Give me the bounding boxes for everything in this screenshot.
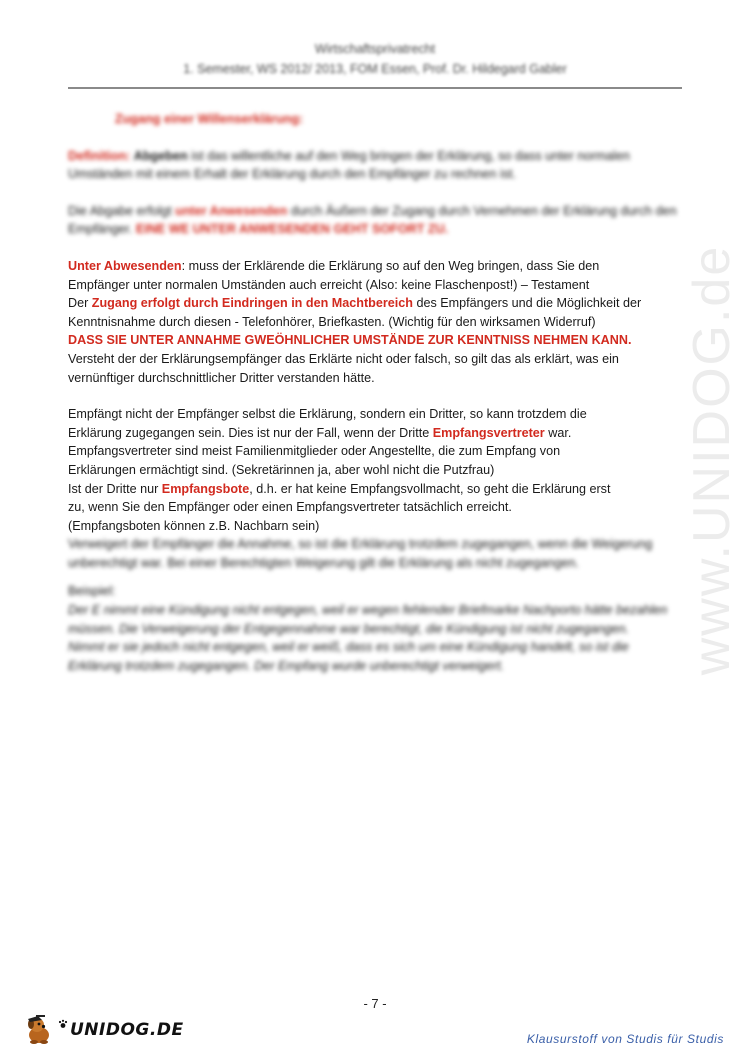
- text-span: Ist der Dritte nur: [68, 481, 159, 496]
- paw-icon: [58, 1019, 68, 1029]
- text-line: Versteht der der Erklärungsempfänger das Erklärte nicht oder falsch, so gilt das als erklärt, was ein: [68, 351, 619, 366]
- example-label: Beispiel:: [68, 584, 116, 599]
- page-number: - 7 -: [363, 996, 387, 1011]
- text-line: Empfänger unter normalen Umständen auch erreicht (Also: keine Flaschenpost!) – Testament: [68, 277, 590, 292]
- definition-term: Abgeben: [133, 148, 188, 163]
- anwesende-highlight: unter Anwesenden: [175, 203, 288, 218]
- anwesende-text-a: Die Abgabe erfolgt: [68, 203, 172, 218]
- example-paragraph-2: Nimmt er sie jedoch nicht entgegen, weil er weiß, dass es sich um eine Kündigung handelt, so ist die Erklärung trotzdem zugegangen. Der Empfang wurde unberechtigt verweigert.: [68, 640, 629, 673]
- empfangsvertreter-highlight: Empfangsvertreter: [432, 425, 545, 440]
- anwesende-text-b: durch Äußern der Zugang durch Vernehmen der Erklärung durch den Empfänger.: [68, 203, 677, 237]
- example-paragraph-1: Der E nimmt eine Kündigung nicht entgegen, weil er wegen fehlender Briefmarke Nachporto hätte bezahlen müssen. Die Verweigerung der Entgegennahme war berechtigt, die Kündigung ist nicht zugegangen.: [68, 603, 668, 636]
- header-divider: [68, 87, 682, 89]
- header-course-title: Wirtschaftsprivatrecht: [314, 42, 436, 56]
- text-span: des Empfängers und die Möglichkeit der: [416, 296, 642, 311]
- abwesende-section: [68, 257, 678, 387]
- unidog-logo[interactable]: [22, 1013, 184, 1047]
- kenntnis-rule: DASS SIE UNTER ANNAHME GWEÖHNLICHER UMSTÄNDE ZUR KENNTNISS NEHMEN KANN.: [68, 333, 632, 348]
- text-line: [68, 424, 678, 443]
- text-line: vernünftiger durchschnittlicher Dritter verstanden hätte.: [68, 370, 375, 385]
- text-span: Der: [68, 296, 89, 311]
- weigerung-paragraph: Verweigert der Empfänger die Annahme, so ist die Erklärung trotzdem zugegangen, wenn die Weigerung unberechtigt war. Bei einer Berechtigten Weigerung gilt die Erklärung als nicht zugegangen.: [68, 537, 653, 570]
- text-line: [68, 257, 678, 276]
- footer-tagline: Klausurstoff von Studis für Studis: [526, 1032, 724, 1046]
- dog-mascot-icon: [22, 1013, 56, 1047]
- abwesende-label: Unter Abwesenden: [68, 258, 182, 273]
- text-line: Empfangsvertreter sind meist Familienmitglieder oder Angestellte, die zum Empfang von: [68, 444, 561, 459]
- text-line: Kenntnisnahme durch diesen - Telefonhörer, Briefkasten. (Wichtig für den wirksamen Widerruf): [68, 314, 596, 329]
- empfangsbote-highlight: Empfangsbote: [161, 481, 250, 496]
- text-line: (Empfangsboten können z.B. Nachbarn sein): [68, 518, 320, 533]
- text-line: Empfängt nicht der Empfänger selbst die Erklärung, sondern ein Dritter, so kann trotzdem die: [68, 407, 587, 422]
- page-header: [0, 42, 750, 76]
- anwesende-rule: EINE WE UNTER ANWESENDEN GEHT SOFORT ZU.: [135, 222, 449, 237]
- header-course-details: 1. Semester, WS 2012/ 2013, FOM Essen, Prof. Dr. Hildegard Gabler: [183, 62, 567, 76]
- definition-label: Definition:: [68, 148, 131, 163]
- anwesende-paragraph: [68, 202, 678, 239]
- definition-paragraph: [68, 147, 678, 184]
- watermark: www.UNIDOG.de: [683, 244, 741, 676]
- logo-text: UNIDOG.DE: [70, 1020, 184, 1040]
- text-line: [68, 294, 678, 313]
- zugang-highlight: Zugang erfolgt durch Eindringen in den Machtbereich: [91, 296, 413, 311]
- text-line: zu, wenn Sie den Empfänger oder einen Empfangsvertreter tatsächlich erreicht.: [68, 500, 512, 515]
- blurred-intro: [68, 110, 678, 257]
- text-line: [68, 480, 678, 499]
- section-title: Zugang einer Willenserklärung:: [115, 112, 304, 126]
- dritte-section: [68, 405, 678, 535]
- document-body: [68, 110, 678, 675]
- blurred-outro: [68, 535, 678, 675]
- text-span: war.: [548, 425, 572, 440]
- text-span: Erklärung zugegangen sein. Dies ist nur der Fall, wenn der Dritte: [68, 425, 430, 440]
- definition-text: ist das willentliche auf den Weg bringen der Erklärung, so dass unter normalen Umständen mit einem Erhalt der Erklärung durch den Empfänger zu rechnen ist.: [68, 148, 630, 182]
- text-span: , d.h. er hat keine Empfangsvollmacht, so geht die Erklärung erst: [249, 481, 611, 496]
- text-line: Erklärungen ermächtigt sind. (Sekretärinnen ja, aber wohl nicht die Putzfrau): [68, 462, 495, 477]
- abwesende-text: : muss der Erklärende die Erklärung so auf den Weg bringen, dass Sie den: [181, 258, 600, 273]
